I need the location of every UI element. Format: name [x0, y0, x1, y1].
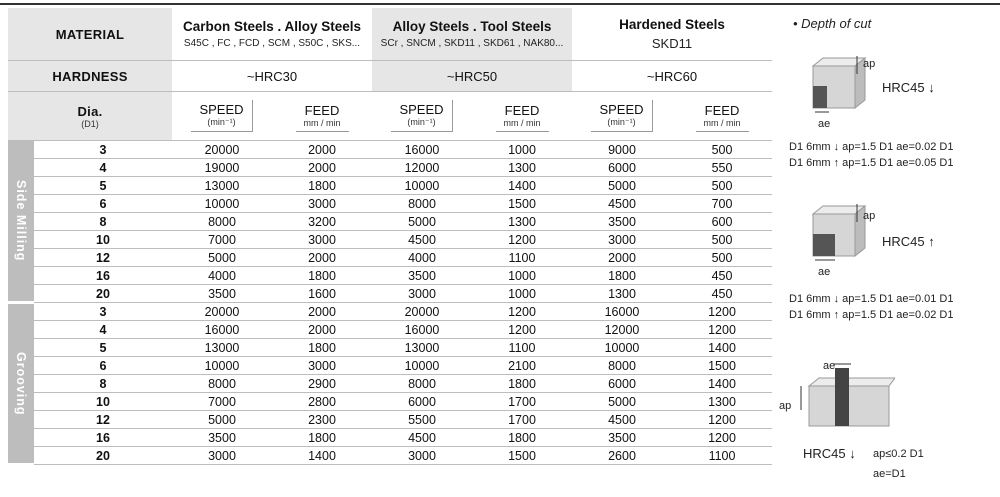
ap-label-1: ap — [863, 58, 876, 70]
feed-cell: 1300 — [472, 213, 572, 231]
feed-cell: 1200 — [672, 429, 772, 447]
ap-label-3: ap — [779, 400, 792, 412]
speed-cell: 3500 — [172, 285, 272, 303]
speed-cell: 8000 — [172, 375, 272, 393]
table-row — [8, 321, 772, 339]
feed-cell: 1100 — [472, 249, 572, 267]
ae-label-1: ae — [818, 118, 831, 130]
feed-header: FEED mm / min — [672, 92, 772, 141]
doc-line-3b: ae=D1 — [873, 468, 906, 480]
speed-cell: 2000 — [572, 249, 672, 267]
dia-cell: 16 — [34, 267, 172, 285]
speed-cell: 7000 — [172, 231, 272, 249]
feed-cell: 1400 — [672, 339, 772, 357]
feed-cell: 1200 — [672, 303, 772, 321]
dia-header: Dia. (D1) — [8, 92, 172, 141]
dia-cell: 10 — [34, 393, 172, 411]
speed-cell: 13000 — [372, 339, 472, 357]
speed-header: SPEED (min⁻¹) — [172, 92, 272, 141]
speed-cell: 5000 — [572, 393, 672, 411]
feed-cell: 2800 — [272, 393, 372, 411]
table-row — [8, 231, 772, 249]
feed-cell: 1100 — [672, 447, 772, 465]
section-side-milling — [8, 141, 772, 303]
dia-cell: 3 — [34, 141, 172, 159]
table-row — [8, 177, 772, 195]
feed-cell: 450 — [672, 267, 772, 285]
dia-cell: 4 — [34, 321, 172, 339]
speed-cell: 6000 — [572, 375, 672, 393]
feed-cell: 1200 — [472, 231, 572, 249]
feed-cell: 1400 — [272, 447, 372, 465]
speed-cell: 8000 — [172, 213, 272, 231]
doc-line-2a: D1 6mm ↓ ap=1.5 D1 ae=0.01 D1 — [789, 293, 954, 305]
hrc-label-3: HRC45 ↓ — [803, 446, 856, 461]
dia-cell: 6 — [34, 357, 172, 375]
hardness-col-3: ~HRC60 — [572, 61, 772, 92]
table-row — [8, 213, 772, 231]
feed-cell: 1400 — [472, 177, 572, 195]
speed-cell: 16000 — [172, 321, 272, 339]
speed-cell: 5000 — [372, 213, 472, 231]
feed-cell: 3000 — [272, 195, 372, 213]
table-row — [8, 375, 772, 393]
cutting-conditions-table — [8, 8, 772, 466]
speed-cell: 20000 — [172, 141, 272, 159]
material-col-1: Carbon Steels . Alloy Steels S45C , FC , FCD , SCM , S50C , SKS... — [172, 8, 372, 61]
dia-cell: 5 — [34, 339, 172, 357]
speed-cell: 4500 — [372, 429, 472, 447]
speed-cell: 10000 — [172, 195, 272, 213]
speed-cell: 8000 — [572, 357, 672, 375]
feed-cell: 2000 — [272, 141, 372, 159]
ae-label-2: ae — [818, 266, 831, 278]
dia-cell: 8 — [34, 375, 172, 393]
speed-header: SPEED (min⁻¹) — [372, 92, 472, 141]
feed-cell: 1200 — [672, 411, 772, 429]
hrc-label-1: HRC45 ↓ — [882, 80, 935, 95]
feed-cell: 2300 — [272, 411, 372, 429]
table-row — [8, 159, 772, 177]
doc-line-2b: D1 6mm ↑ ap=1.5 D1 ae=0.02 D1 — [789, 309, 954, 321]
speed-cell: 5000 — [172, 411, 272, 429]
speed-cell: 10000 — [372, 177, 472, 195]
doc-line-1b: D1 6mm ↑ ap=1.5 D1 ae=0.05 D1 — [789, 157, 954, 169]
feed-header: FEED mm / min — [472, 92, 572, 141]
doc-line-3a: ap≤0.2 D1 — [873, 448, 924, 460]
speed-cell: 1800 — [572, 267, 672, 285]
speed-cell: 20000 — [172, 303, 272, 321]
table-row — [8, 393, 772, 411]
feed-cell: 1000 — [472, 285, 572, 303]
speed-cell: 6000 — [372, 393, 472, 411]
table-row — [8, 267, 772, 285]
feed-cell: 1300 — [672, 393, 772, 411]
speed-header: SPEED (min⁻¹) — [572, 92, 672, 141]
speed-cell: 5000 — [572, 177, 672, 195]
speed-cell: 10000 — [172, 357, 272, 375]
feed-cell: 500 — [672, 249, 772, 267]
dia-cell: 10 — [34, 231, 172, 249]
feed-cell: 550 — [672, 159, 772, 177]
feed-cell: 1700 — [472, 411, 572, 429]
speed-cell: 4500 — [372, 231, 472, 249]
dia-cell: 6 — [34, 195, 172, 213]
speed-cell: 19000 — [172, 159, 272, 177]
table-row — [8, 303, 772, 321]
feed-cell: 3000 — [272, 357, 372, 375]
hardness-label: HARDNESS — [8, 61, 172, 92]
section-grooving — [8, 303, 772, 465]
hrc-label-2: HRC45 ↑ — [882, 234, 935, 249]
feed-cell: 500 — [672, 141, 772, 159]
speed-cell: 20000 — [372, 303, 472, 321]
material-label: MATERIAL — [8, 8, 172, 61]
feed-cell: 500 — [672, 177, 772, 195]
feed-cell: 1800 — [472, 375, 572, 393]
feed-cell: 2000 — [272, 321, 372, 339]
ae-label-3: ae — [823, 360, 836, 372]
speed-cell: 5000 — [172, 249, 272, 267]
speed-cell: 3500 — [372, 267, 472, 285]
speed-cell: 3500 — [572, 429, 672, 447]
speed-cell: 7000 — [172, 393, 272, 411]
feed-cell: 600 — [672, 213, 772, 231]
hardness-col-1: ~HRC30 — [172, 61, 372, 92]
feed-cell: 1800 — [272, 267, 372, 285]
feed-cell: 1300 — [472, 159, 572, 177]
speed-cell: 16000 — [372, 321, 472, 339]
speed-cell: 5500 — [372, 411, 472, 429]
speed-cell: 3000 — [172, 447, 272, 465]
feed-cell: 1400 — [672, 375, 772, 393]
speed-cell: 1300 — [572, 285, 672, 303]
speed-cell: 4500 — [572, 411, 672, 429]
feed-cell: 450 — [672, 285, 772, 303]
feed-cell: 500 — [672, 231, 772, 249]
speed-cell: 3000 — [372, 285, 472, 303]
feed-cell: 1600 — [272, 285, 372, 303]
grooving-diagram — [795, 360, 895, 440]
table-row — [8, 195, 772, 213]
dia-cell: 20 — [34, 447, 172, 465]
feed-cell: 1000 — [472, 267, 572, 285]
table-row — [8, 357, 772, 375]
speed-cell: 3000 — [372, 447, 472, 465]
feed-cell: 1500 — [472, 447, 572, 465]
table-row — [8, 429, 772, 447]
speed-cell: 3000 — [572, 231, 672, 249]
material-col-3: Hardened Steels SKD11 — [572, 8, 772, 61]
feed-cell: 2000 — [272, 303, 372, 321]
speed-cell: 9000 — [572, 141, 672, 159]
speed-cell: 12000 — [372, 159, 472, 177]
feed-cell: 1200 — [672, 321, 772, 339]
hardness-col-2: ~HRC50 — [372, 61, 572, 92]
section-label: Grooving — [8, 303, 34, 465]
speed-cell: 3500 — [572, 213, 672, 231]
material-col-2: Alloy Steels . Tool Steels SCr , SNCM , SKD11 , SKD61 , NAK80... — [372, 8, 572, 61]
feed-cell: 1800 — [272, 339, 372, 357]
speed-cell: 13000 — [172, 339, 272, 357]
speed-cell: 8000 — [372, 195, 472, 213]
speed-cell: 4000 — [172, 267, 272, 285]
feed-cell: 3200 — [272, 213, 372, 231]
depth-of-cut-panel — [779, 0, 1000, 497]
table-row — [8, 447, 772, 465]
table-row — [8, 141, 772, 159]
speed-cell: 4500 — [572, 195, 672, 213]
depth-of-cut-title: • Depth of cut — [793, 16, 872, 31]
feed-header: FEED mm / min — [272, 92, 372, 141]
table-row — [8, 339, 772, 357]
speed-cell: 2600 — [572, 447, 672, 465]
speed-cell: 16000 — [372, 141, 472, 159]
doc-line-1a: D1 6mm ↓ ap=1.5 D1 ae=0.02 D1 — [789, 141, 954, 153]
speed-cell: 10000 — [372, 357, 472, 375]
feed-cell: 2100 — [472, 357, 572, 375]
feed-cell: 2000 — [272, 249, 372, 267]
feed-cell: 700 — [672, 195, 772, 213]
speed-cell: 16000 — [572, 303, 672, 321]
speed-cell: 8000 — [372, 375, 472, 393]
feed-cell: 1200 — [472, 321, 572, 339]
dia-cell: 4 — [34, 159, 172, 177]
speed-cell: 13000 — [172, 177, 272, 195]
feed-cell: 1100 — [472, 339, 572, 357]
speed-cell: 3500 — [172, 429, 272, 447]
ap-label-2: ap — [863, 210, 876, 222]
dia-cell: 12 — [34, 249, 172, 267]
dia-cell: 12 — [34, 411, 172, 429]
feed-cell: 2900 — [272, 375, 372, 393]
dia-cell: 16 — [34, 429, 172, 447]
table-row — [8, 285, 772, 303]
dia-cell: 20 — [34, 285, 172, 303]
speed-cell: 12000 — [572, 321, 672, 339]
feed-cell: 1800 — [472, 429, 572, 447]
feed-cell: 1500 — [672, 357, 772, 375]
feed-cell: 1700 — [472, 393, 572, 411]
speed-cell: 10000 — [572, 339, 672, 357]
feed-cell: 1500 — [472, 195, 572, 213]
feed-cell: 1800 — [272, 177, 372, 195]
table-row — [8, 411, 772, 429]
dia-cell: 3 — [34, 303, 172, 321]
dia-cell: 8 — [34, 213, 172, 231]
table-row — [8, 249, 772, 267]
section-label: Side Milling — [8, 141, 34, 303]
speed-cell: 6000 — [572, 159, 672, 177]
dia-cell: 5 — [34, 177, 172, 195]
feed-cell: 2000 — [272, 159, 372, 177]
speed-cell: 4000 — [372, 249, 472, 267]
feed-cell: 3000 — [272, 231, 372, 249]
feed-cell: 1000 — [472, 141, 572, 159]
feed-cell: 1200 — [472, 303, 572, 321]
feed-cell: 1800 — [272, 429, 372, 447]
